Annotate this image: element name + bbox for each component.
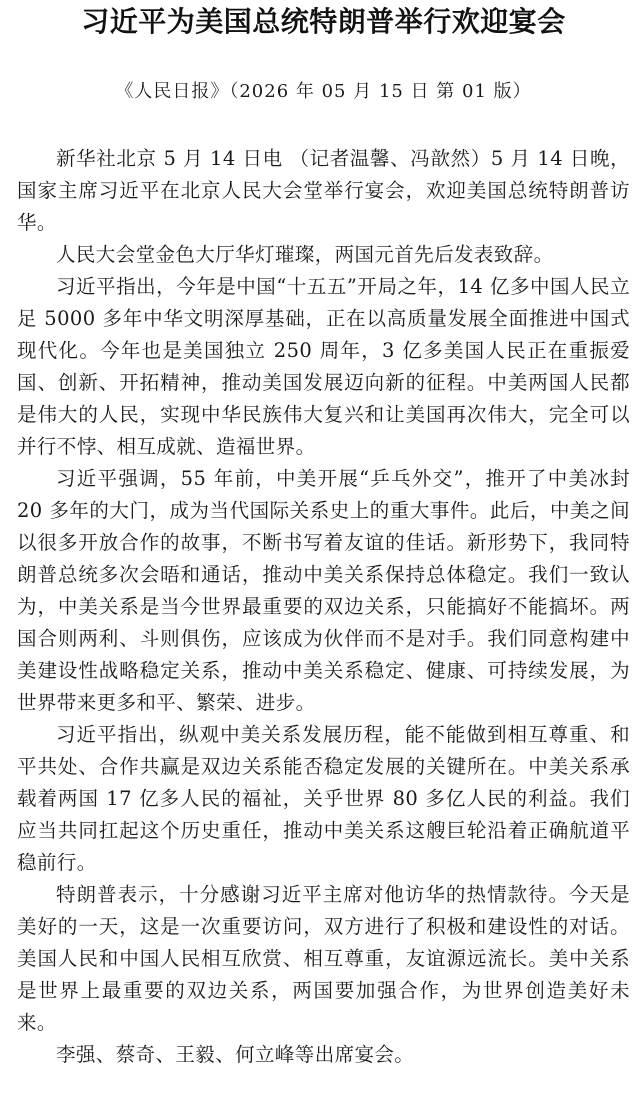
article-paragraph: 新华社北京 5 月 14 日电 （记者温馨、冯歆然）5 月 14 日晚，国家主席习近平在北京人民大会堂举行宴会，欢迎美国总统特朗普访华。 (17, 147, 630, 234)
article-paragraph: 李强、蔡奇、王毅、何立峰等出席宴会。 (56, 1043, 415, 1066)
article-paragraph: 习近平强调，55 年前，中美开展“乒乓外交”，推开了中美冰封 20 多年的大门，成为当代国际关系史上的重大事件。此后，中美之间以很多开放合作的故事，不断书写着友谊的佳话。新形势下，我同特朗普总统多次会晤和通话，推动中美关系保持总体稳定。我们一致认为，中美关系是当今世界最重要的双边关系，只能搞好不能搞坏。两国合则两利、斗则俱伤，应该成为伙伴而不是对手。我们同意构建中美建设性战略稳定关系，推动中美关系稳定、健康、可持续发展，为世界带来更多和平、繁荣、进步。 (17, 467, 630, 714)
article-paragraph: 习近平指出，今年是中国“十五五”开局之年，14 亿多中国人民立足 5000 多年中华文明深厚基础，正在以高质量发展全面推进中国式现代化。今年也是美国独立 250 周年，3 亿多美国人民正在重振爱国、创新、开拓精神，推动美国发展迈向新的征程。中美两国人民都是伟大的人民，实现中华民族伟大复兴和让美国再次伟大，完全可以并行不悖、相互成就、造福世界。 (17, 275, 630, 458)
article-paragraph: 习近平指出，纵观中美关系发展历程，能不能做到相互尊重、和平共处、合作共赢是双边关系能否稳定发展的关键所在。中美关系承载着两国 17 亿多人民的福祉，关乎世界 80 多亿人民的利益。我们应当共同扛起这个历史重任，推动中美关系这艘巨轮沿着正确航道平稳前行。 (17, 723, 630, 874)
article-source-line: 《人民日报》（2026 年 05 月 15 日 第 01 版） (115, 81, 532, 102)
article-headline: 习近平为美国总统特朗普举行欢迎宴会 (81, 5, 566, 38)
article-paragraph: 特朗普表示，十分感谢习近平主席对他访华的热情款待。今天是美好的一天，这是一次重要访问，双方进行了积极和建设性的对话。美国人民和中国人民相互欣赏、相互尊重，友谊源远流长。美中关系是世界上最重要的双边关系，两国要加强合作，为世界创造美好未来。 (17, 883, 630, 1034)
article-body (17, 143, 630, 1071)
article-paragraph: 人民大会堂金色大厅华灯璀璨，两国元首先后发表致辞。 (56, 243, 554, 266)
